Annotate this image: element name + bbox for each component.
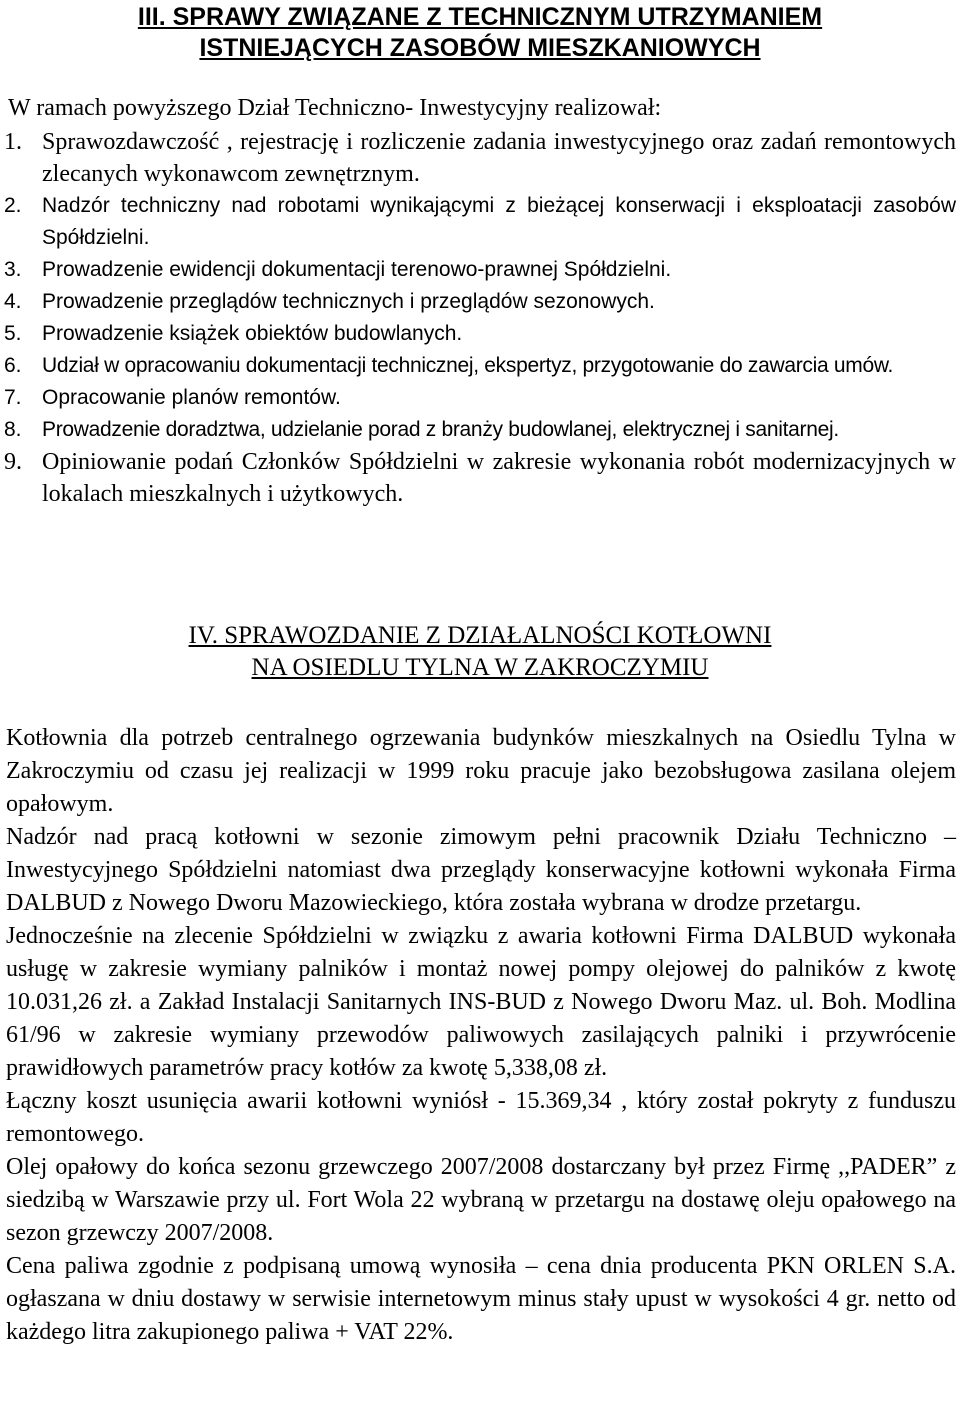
list-item (4, 414, 956, 446)
paragraph: Łączny koszt usunięcia awarii kotłowni wyniósł - 15.369,34 , który został pokryty z funduszu remontowego. (6, 1088, 956, 1147)
list-item-number: 6. (4, 354, 22, 377)
list-item-text: Prowadzenie ewidencji dokumentacji terenowo-prawnej Spółdzielni. (42, 258, 672, 281)
list-item (4, 126, 956, 190)
list-item (4, 318, 956, 350)
list-item (4, 190, 956, 254)
list-item-text: Sprawozdawczość , rejestrację i rozliczenie zadania inwestycyjnego oraz zadań remontowych zlecanych wykonawcom zewnętrznym. (42, 129, 956, 187)
list-item-text: Udział w opracowaniu dokumentacji technicznej, ekspertyz, przygotowanie do zawarcia umów. (42, 354, 894, 377)
section-3-title-line-1: III. SPRAWY ZWIĄZANE Z TECHNICZNYM UTRZYMANIEM (137, 3, 823, 31)
list-item-text: Prowadzenie doradztwa, udzielanie porad z branży budowlanej, elektrycznej i sanitarnej. (42, 418, 839, 441)
list-item-number: 5. (4, 322, 22, 345)
section-4-title-line-1: IV. SPRAWOZDANIE Z DZIAŁALNOŚCI KOTŁOWNI (188, 622, 772, 649)
list-item-text: Prowadzenie przeglądów technicznych i przeglądów sezonowych. (42, 290, 655, 313)
list-item (4, 350, 956, 382)
list-item-number: 9. (4, 449, 22, 475)
section-4-body (6, 722, 956, 1349)
list-item (4, 286, 956, 318)
list-item (4, 254, 956, 286)
list-item-number: 4. (4, 290, 22, 313)
list-item-text: Prowadzenie książek obiektów budowlanych. (42, 322, 463, 345)
section-3-task-list (4, 126, 956, 510)
section-3-title-line-2: ISTNIEJĄCYCH ZASOBÓW MIESZKANIOWYCH (199, 34, 761, 62)
list-item-number: 3. (4, 258, 22, 281)
list-item-text: Nadzór techniczny nad robotami wynikającymi z bieżącej konserwacji i eksploatacji zasobów Spółdzielni. (42, 194, 956, 249)
section-4-title-line-2: NA OSIEDLU TYLNA W ZAKROCZYMIU (251, 654, 709, 681)
paragraph: Jednocześnie na zlecenie Spółdzielni w związku z awaria kotłowni Firma DALBUD wykonała usługę w zakresie wymiany palników i montaż nowej pompy olejowej do palników z kwotę 10.031,26 zł. a Zakład Instalacji Sanitarnych INS-BUD z Nowego Dworu Maz. ul. Boh. Modlina 61/96 w zakresie wymiany przewodów paliwowych zasilających palniki i przywrócenie prawidłowych parametrów pracy kotłów za kwotę 5,338,08 zł. (6, 923, 956, 1081)
section-3-intro: W ramach powyższego Dział Techniczno- Inwestycyjny realizował: (8, 95, 662, 121)
paragraph: Cena paliwa zgodnie z podpisaną umową wynosiła – cena dnia producenta PKN ORLEN S.A. ogłaszana w dniu dostawy w serwisie internetowym minus stały upust w wysokości 4 gr. netto od każdego litra zakupionego paliwa + VAT 22%. (6, 1253, 956, 1345)
list-item-text: Opracowanie planów remontów. (42, 386, 341, 409)
list-item (4, 382, 956, 414)
list-item-number: 8. (4, 418, 22, 441)
paragraph: Nadzór nad pracą kotłowni w sezonie zimowym pełni pracownik Działu Techniczno – Inwestycyjnego Spółdzielni natomiast dwa przeglądy konserwacyjne kotłowni wykonała Firma DALBUD z Nowego Dworu Mazowieckiego, która została wybrana w drodze przetargu. (6, 824, 956, 916)
paragraph: Olej opałowy do końca sezonu grzewczego 2007/2008 dostarczany był przez Firmę ,,PADER” z siedzibą w Warszawie przy ul. Fort Wola 22 wybraną w przetargu na dostawę oleju opałowego na sezon grzewczy 2007/2008. (6, 1154, 956, 1246)
list-item-text: Opiniowanie podań Członków Spółdzielni w zakresie wykonania robót modernizacyjnych w lokalach mieszkalnych i użytkowych. (42, 449, 956, 507)
list-item (4, 446, 956, 510)
paragraph: Kotłownia dla potrzeb centralnego ogrzewania budynków mieszkalnych na Osiedlu Tylna w Zakroczymiu od czasu jej realizacji w 1999 roku pracuje jako bezobsługowa zasilana olejem opałowym. (6, 725, 956, 817)
list-item-number: 1. (4, 129, 22, 155)
list-item-number: 2. (4, 194, 22, 217)
list-item-number: 7. (4, 386, 22, 409)
